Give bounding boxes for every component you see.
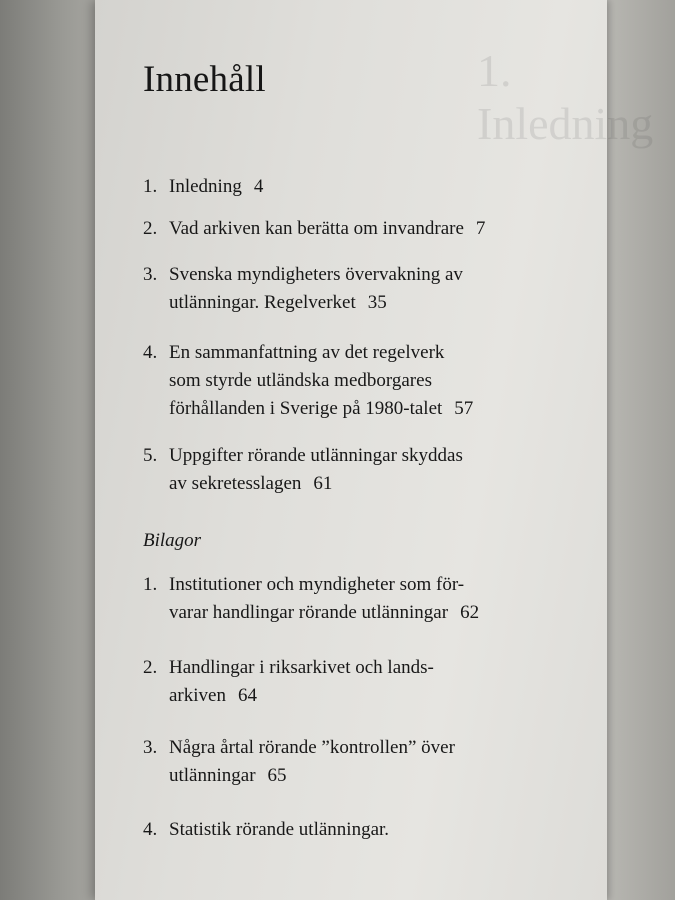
toc-entry-text: som styrde utländska medborgares: [169, 370, 432, 391]
appendix-entry-page: 62: [460, 602, 480, 623]
toc-entry-page: 4: [253, 176, 264, 197]
appendix-entry-number: 3.: [143, 737, 158, 758]
appendix-entry: [143, 654, 583, 710]
appendix-entry: [143, 734, 583, 790]
page-title: Innehåll: [143, 59, 266, 100]
toc-entry-text: En sammanfattning av det regelverk: [169, 342, 445, 363]
appendix-entry-number: 4.: [143, 819, 158, 840]
appendix-entry-text: arkiven: [169, 685, 226, 706]
toc-entry-text: förhållanden i Sverige på 1980-talet: [169, 398, 443, 419]
left-page-edge: [0, 0, 105, 900]
toc-entry-number: 3.: [143, 264, 158, 285]
toc-entry-text: utlänningar. Regelverket: [169, 292, 356, 313]
appendix-entry-text: utlänningar: [169, 765, 256, 786]
toc-entry-text: av sekretesslagen: [169, 473, 302, 494]
appendix-heading: Bilagor: [143, 530, 202, 551]
toc-entry: [143, 215, 583, 243]
toc-entry-number: 1.: [143, 176, 158, 197]
toc-entry-text: Uppgifter rörande utlänningar skyddas: [169, 445, 463, 466]
toc-entry: [143, 442, 583, 498]
toc-entry-number: 4.: [143, 342, 158, 363]
toc-entry: [143, 261, 583, 317]
appendix-entry-text: Institutioner och myndigheter som för-: [169, 574, 465, 595]
toc-entry-text: Inledning: [169, 176, 242, 197]
toc-entry-page: 61: [313, 473, 333, 494]
appendix-entry-text: Handlingar i riksarkivet och lands-: [169, 657, 434, 678]
appendix-entry-text: varar handlingar rörande utlänningar: [169, 602, 449, 623]
appendix-entry: [143, 571, 583, 627]
toc-entry-number: 2.: [143, 218, 158, 239]
toc-entry-text: Svenska myndigheters övervakning av: [169, 264, 463, 285]
show-through-text: 1. Inledning: [477, 45, 654, 149]
appendix-entry-text: Några årtal rörande ”kontrollen” över: [169, 737, 455, 758]
appendix-entry-number: 2.: [143, 657, 158, 678]
book-page: [95, 0, 654, 900]
toc-entry-page: 57: [454, 398, 474, 419]
toc-entry: [143, 173, 583, 201]
appendix-entry-page: 64: [237, 685, 257, 706]
toc-entry: [143, 339, 583, 423]
appendix-entry: [143, 816, 583, 844]
toc-entry-number: 5.: [143, 445, 158, 466]
toc-entry-text: Vad arkiven kan berätta om invandrare: [169, 218, 464, 239]
appendix-entry-page: 65: [267, 765, 287, 786]
appendix-entry-number: 1.: [143, 574, 158, 595]
toc-entry-page: 7: [475, 218, 486, 239]
appendix-entry-text: Statistik rörande utlänningar.: [169, 819, 390, 840]
toc-entry-page: 35: [367, 292, 387, 313]
